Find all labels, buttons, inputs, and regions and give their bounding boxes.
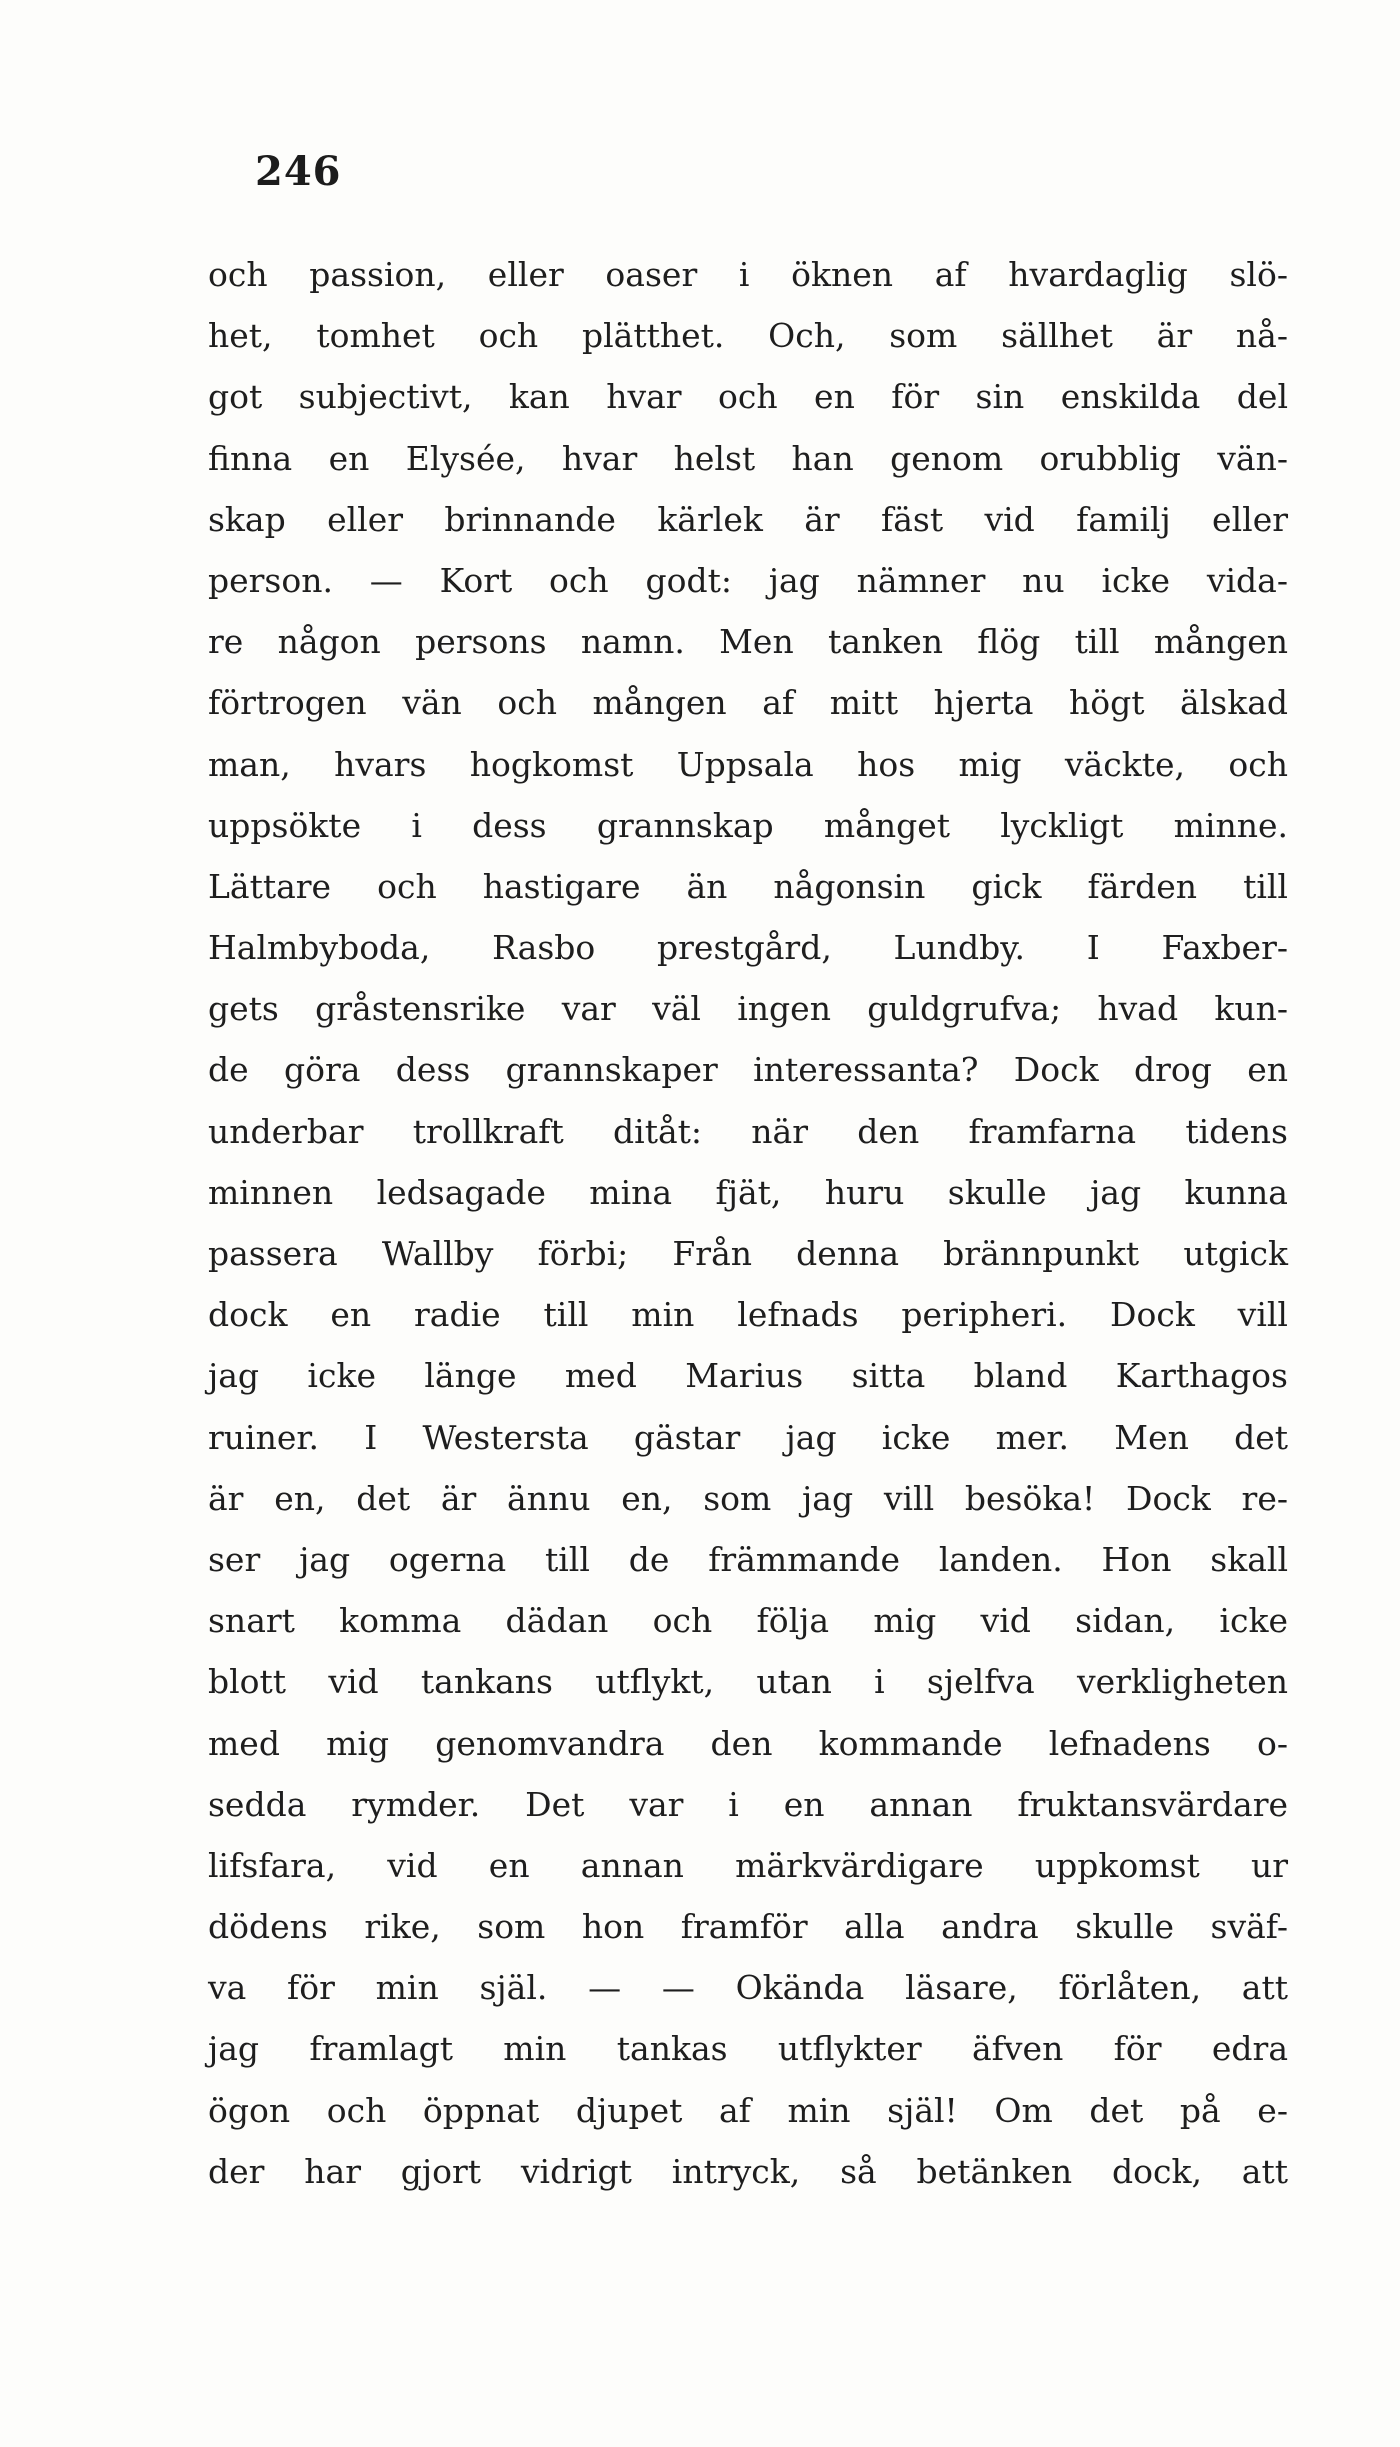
text-line: Halmbyboda, Rasbo prestgård, Lundby. I Faxber- (208, 928, 1288, 968)
text-line: skap eller brinnande kärlek är fäst vid familj eller (208, 499, 1288, 539)
body-text (208, 244, 1288, 2202)
text-line: got subjectivt, kan hvar och en för sin enskilda del (208, 377, 1288, 417)
text-line: är en, det är ännu en, som jag vill besöka! Dock re- (208, 1478, 1288, 1518)
text-line: förtrogen vän och mången af mitt hjerta högt älskad (208, 683, 1288, 723)
text-line: jag icke länge med Marius sitta bland Karthagos (208, 1356, 1288, 1396)
text-line: het, tomhet och plätthet. Och, som sällhet är nå- (208, 316, 1288, 356)
text-line: dock en radie till min lefnads peripheri. Dock vill (208, 1295, 1288, 1335)
text-line: gets gråstensrike var väl ingen guldgrufva; hvad kun- (208, 989, 1288, 1029)
text-line: finna en Elysée, hvar helst han genom orubblig vän- (208, 438, 1288, 478)
text-line: sedda rymder. Det var i en annan fruktansvärdare (208, 1784, 1288, 1824)
text-line: dödens rike, som hon framför alla andra skulle sväf- (208, 1907, 1288, 1947)
text-line: man, hvars hogkomst Uppsala hos mig väckte, och (208, 744, 1288, 784)
text-line: underbar trollkraft ditåt: när den framfarna tidens (208, 1111, 1288, 1151)
text-line: lifsfara, vid en annan märkvärdigare uppkomst ur (208, 1845, 1288, 1885)
text-line: och passion, eller oaser i öknen af hvardaglig slö- (208, 255, 1288, 294)
text-line: de göra dess grannskaper interessanta? Dock drog en (208, 1050, 1288, 1090)
text-line: der har gjort vidrigt intryck, så betänken dock, att (208, 2151, 1288, 2191)
text-line: person. — Kort och godt: jag nämner nu icke vida- (208, 560, 1288, 600)
text-line: Lättare och hastigare än någonsin gick färden till (208, 866, 1288, 906)
text-line: ruiner. I Westersta gästar jag icke mer. Men det (208, 1417, 1288, 1457)
text-line: jag framlagt min tankas utflykter äfven för edra (208, 2029, 1288, 2069)
text-line: snart komma dädan och följa mig vid sidan, icke (208, 1601, 1288, 1641)
text-line: re någon persons namn. Men tanken flög till mången (208, 622, 1288, 662)
text-line: med mig genomvandra den kommande lefnadens o- (208, 1723, 1288, 1763)
text-line: uppsökte i dess grannskap månget lyckligt minne. (208, 805, 1288, 845)
text-line: ser jag ogerna till de främmande landen. Hon skall (208, 1539, 1288, 1579)
text-line: va för min själ. — — Okända läsare, förlåten, att (208, 1968, 1288, 2008)
text-line: blott vid tankans utflykt, utan i sjelfva verkligheten (208, 1662, 1288, 1702)
text-line: ögon och öppnat djupet af min själ! Om det på e- (208, 2090, 1288, 2130)
page-number: 246 (255, 148, 342, 195)
text-line: minnen ledsagade mina fjät, huru skulle jag kunna (208, 1172, 1288, 1212)
text-line: passera Wallby förbi; Från denna brännpunkt utgick (208, 1234, 1288, 1273)
